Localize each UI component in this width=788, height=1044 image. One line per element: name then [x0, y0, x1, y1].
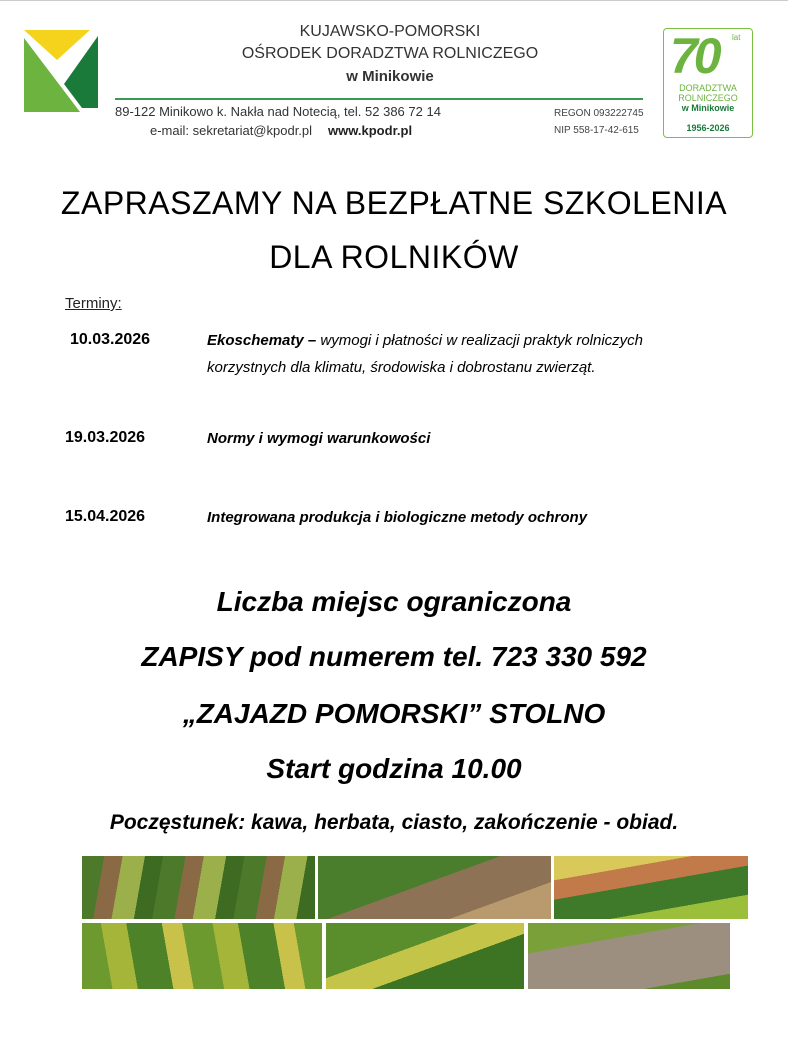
- venue: „ZAJAZD POMORSKI” STOLNO: [182, 698, 606, 729]
- limited-seats: Liczba miejsc ograniczona: [216, 586, 572, 617]
- session-topic: [207, 327, 643, 381]
- org-name-line2: OŚRODEK DORADZTWA ROLNICZEGO: [241, 45, 539, 62]
- session-date: 10.03.2026: [70, 331, 151, 348]
- org-name-line1: KUJAWSKO-POMORSKI: [299, 23, 481, 40]
- topic-title: Integrowana produkcja i biologiczne metody ochrony: [207, 509, 588, 526]
- field-photo: [528, 923, 730, 989]
- kpodr-logo: [24, 30, 100, 112]
- session-topic: [207, 504, 587, 531]
- signup-phone: ZAPISY pod numerem tel. 723 330 592: [141, 641, 647, 672]
- badge-lat: lat: [732, 33, 741, 42]
- topic-text: wymogi i płatności w realizacji praktyk rolniczych: [316, 332, 644, 349]
- topic-title: Normy i wymogi warunkowości: [207, 430, 431, 447]
- header-divider: [115, 98, 643, 100]
- main-title-line1: ZAPRASZAMY NA BEZPŁATNE SZKOLENIA: [60, 185, 728, 221]
- topic-title: Ekoschematy –: [207, 332, 317, 349]
- regon: REGON 093222745: [554, 108, 644, 119]
- nip: NIP 558-17-42-615: [554, 125, 639, 136]
- refreshments: Poczęstunek: kawa, herbata, ciasto, zakończenie - obiad.: [109, 811, 679, 834]
- field-photo: [318, 856, 551, 919]
- badge-years: 1956-2026: [664, 123, 752, 133]
- org-email[interactable]: e-mail: sekretariat@kpodr.pl: [150, 123, 313, 138]
- org-address: 89-122 Minikowo k. Nakła nad Notecią, tel. 52 386 72 14: [115, 104, 441, 119]
- badge-line3: w Minikowie: [681, 103, 735, 113]
- session-date: 19.03.2026: [65, 429, 146, 446]
- main-title-line2: DLA ROLNIKÓW: [269, 239, 519, 275]
- org-website[interactable]: www.kpodr.pl: [328, 123, 413, 138]
- anniversary-badge: [663, 28, 753, 138]
- field-photo: [82, 923, 322, 989]
- org-name-line3: w Minikowie: [346, 68, 434, 85]
- badge-line2: ROLNICZEGO: [678, 93, 738, 103]
- start-time: Start godzina 10.00: [266, 753, 522, 784]
- terms-label: Terminy:: [65, 295, 122, 312]
- field-photo: [82, 856, 315, 919]
- field-photo: [554, 856, 748, 919]
- badge-line1: DORADZTWA: [679, 83, 737, 93]
- session-date: 15.04.2026: [65, 508, 146, 525]
- topic-text: korzystnych dla klimatu, środowiska i dobrostanu zwierząt.: [207, 359, 596, 376]
- badge-number: 70: [670, 28, 718, 84]
- field-photo: [326, 923, 524, 989]
- session-topic: [207, 425, 430, 452]
